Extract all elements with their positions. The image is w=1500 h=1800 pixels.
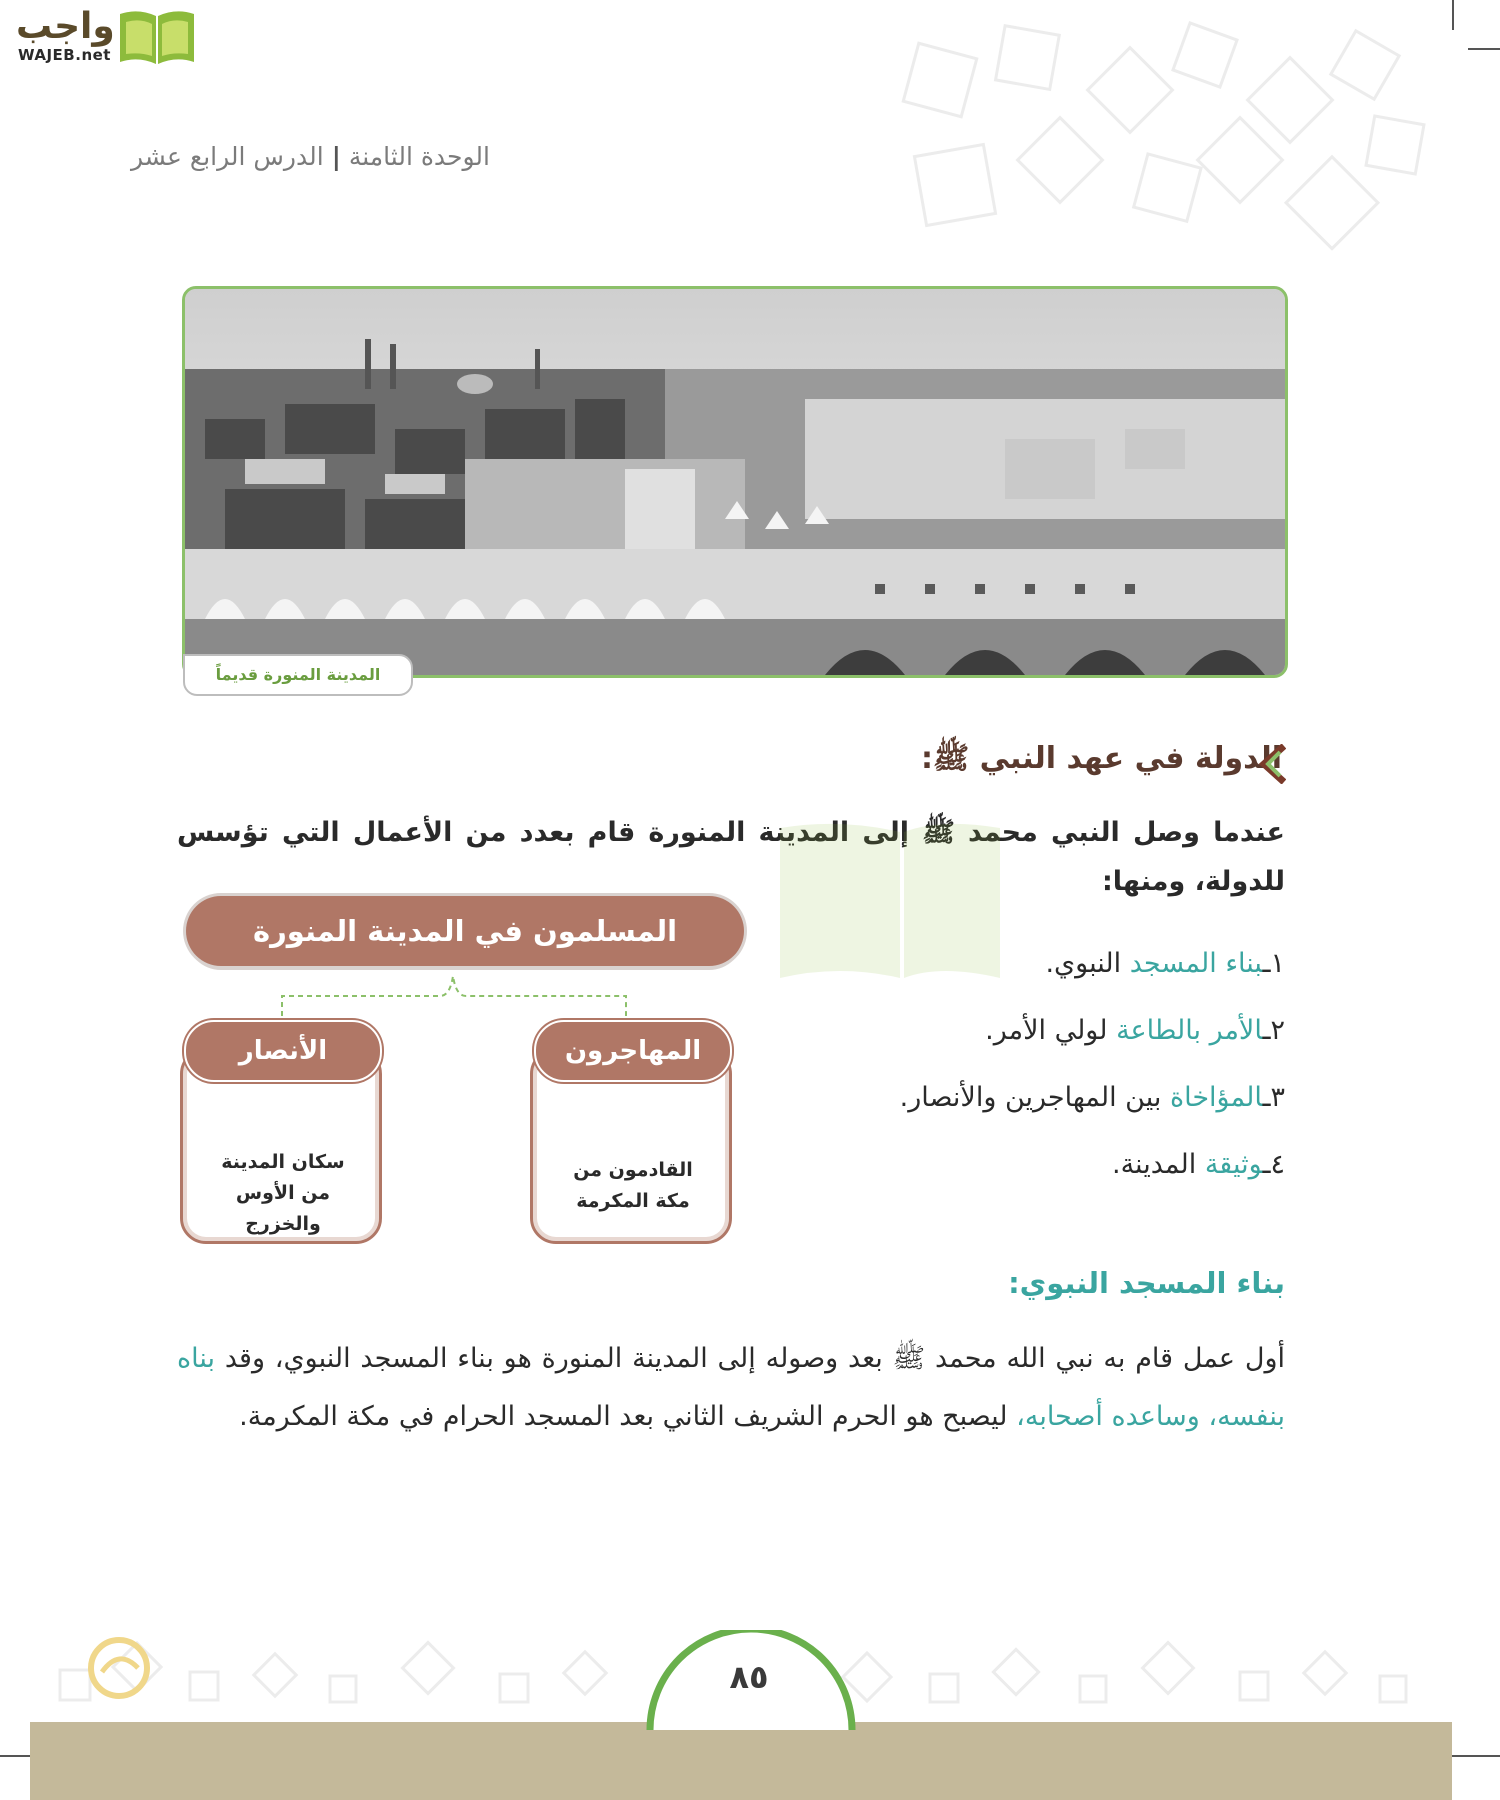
decorative-pattern [880,20,1440,280]
ansar-line3: والخزرج [245,1213,321,1235]
chevron-left-icon [1258,744,1286,784]
logo-latin-text: WAJEB.net [18,46,111,64]
lesson-label: الدرس الرابع عشر [130,142,324,171]
wajeb-logo[interactable] [10,4,190,68]
ansar-line1: سكان المدينة [221,1151,345,1173]
ansar-label: الأنصار [184,1020,382,1082]
actions-list [765,930,1285,1198]
emblem-icon [84,1628,154,1708]
intro-paragraph: عندما وصل النبي محمد ﷺ إلى المدينة المنورة قام بعدد من الأعمال التي تؤسس للدولة، ومنها: [177,817,1285,897]
crop-mark [1468,48,1500,50]
header-separator: | [331,142,341,171]
mosque-highlight: بناه بنفسه، وساعده أصحابه، [177,1343,1285,1432]
list-item: ٣ـالمؤاخاة بين المهاجرين والأنصار. [899,1082,1285,1113]
historic-photo [182,286,1288,678]
diagram-title: المسلمون في المدينة المنورة [186,896,744,966]
crop-mark [1452,0,1454,30]
muhajirun-line1: القادمون من [573,1159,693,1181]
medina-photo-illustration [185,289,1285,675]
unit-label: الوحدة الثامنة [348,142,490,171]
muhajirun-line2: مكة المكرمة [576,1190,690,1212]
crop-mark [1452,1755,1500,1757]
footer-band [30,1722,1452,1800]
ansar-card [180,1020,382,1242]
mosque-text-part2: ليصبح هو الحرم الشريف الثاني بعد المسجد الحرام في مكة المكرمة. [239,1401,1017,1432]
muhajirun-card [530,1020,732,1242]
mosque-subtitle: بناء المسجد النبوي: [1008,1266,1285,1300]
muhajirun-label: المهاجرون [534,1020,732,1082]
list-item: ٤ـوثيقة المدينة. [1112,1149,1285,1180]
photo-caption: المدينة المنورة قديماً [183,654,413,696]
section-title: الدولة في عهد النبي ﷺ: [920,741,1282,776]
crop-mark [0,1755,30,1757]
list-item: ٢ـالأمر بالطاعة لولي الأمر. [985,1015,1285,1046]
list-item: ١ـبناء المسجد النبوي. [1045,948,1285,979]
page-header [131,142,490,171]
book-icon [116,8,198,68]
page-number: ٨٥ [729,1658,769,1696]
diagram-connector [270,968,650,1018]
ansar-line2: من الأوس [235,1182,331,1204]
logo-arabic-text: واجب [16,6,115,47]
mosque-paragraph [177,1330,1285,1446]
mosque-text-part1: أول عمل قام به نبي الله محمد ﷺ بعد وصوله إلى المدينة المنورة هو بناء المسجد النبوي، وقد [215,1343,1285,1374]
